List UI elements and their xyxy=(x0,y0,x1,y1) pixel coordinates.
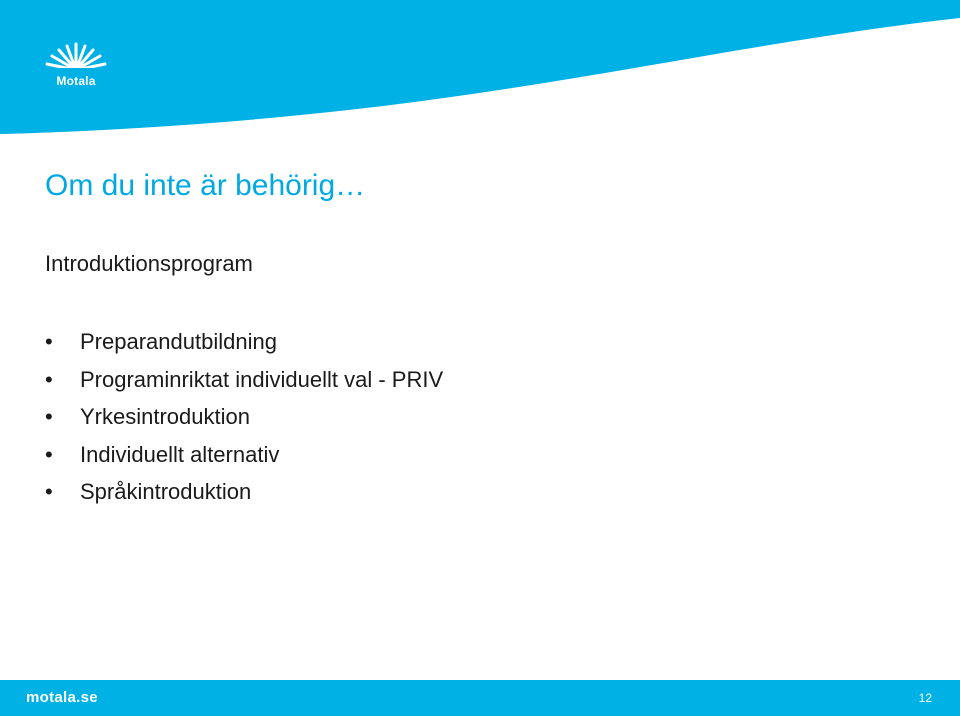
bullet-list xyxy=(45,323,443,511)
bullet-item-sprakintroduktion: • Språkintroduktion xyxy=(45,473,443,511)
footer-band xyxy=(0,680,960,716)
bullet-item-priv: • Programinriktat individuellt val - PRIV xyxy=(45,361,443,399)
page-number: 12 xyxy=(918,691,932,705)
bullet-item-preparandutbildning: • Preparandutbildning xyxy=(45,323,443,361)
bullet-item-yrkesintroduktion: • Yrkesintroduktion xyxy=(45,398,443,436)
slide-title: Om du inte är behörig… xyxy=(45,169,366,202)
header-band xyxy=(0,0,960,135)
sun-fan-icon xyxy=(40,38,112,78)
bullet-item-individuellt-alternativ: • Individuellt alternativ xyxy=(45,436,443,474)
slide-subtitle: Introduktionsprogram xyxy=(45,251,253,276)
footer-brand: motala.se xyxy=(26,689,98,706)
header-wave-shape xyxy=(0,0,960,135)
motala-logo xyxy=(40,38,112,94)
logo-text: Motala xyxy=(56,74,96,88)
